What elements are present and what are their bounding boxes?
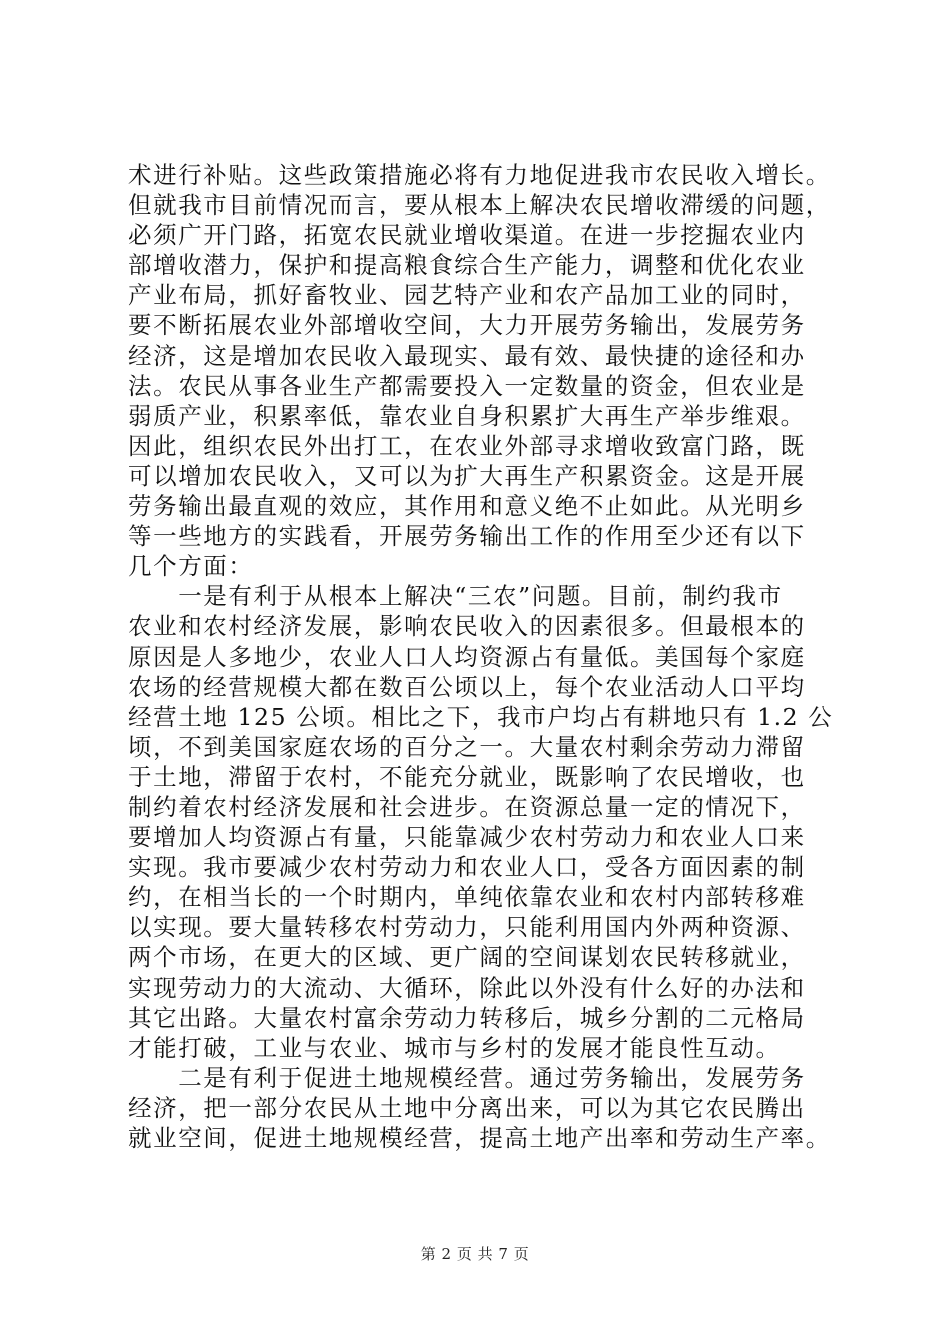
- text-line: 弱质产业，积累率低，靠农业自身积累扩大再生产举步维艰。: [128, 401, 806, 430]
- text-line: 二是有利于促进土地规模经营。通过劳务输出，发展劳务: [128, 1063, 806, 1092]
- text-line: 原因是人多地少，农业人口人均资源占有量低。美国每个家庭: [128, 642, 806, 671]
- text-line: 几个方面：: [128, 552, 254, 581]
- text-line: 劳务输出最直观的效应，其作用和意义绝不止如此。从光明乡: [128, 492, 806, 521]
- text-line: 农业和农村经济发展，影响农民收入的因素很多。但最根本的: [128, 612, 806, 641]
- text-line: 要不断拓展农业外部增收空间，大力开展劳务输出，发展劳务: [128, 311, 806, 340]
- text-line: 可以增加农民收入，又可以为扩大再生产积累资金。这是开展: [128, 461, 806, 490]
- body-text: [128, 160, 858, 1153]
- text-line: 实现劳动力的大流动、大循环，除此以外没有什么好的办法和: [128, 973, 806, 1002]
- text-line: 农场的经营规模大都在数百公顷以上，每个农业活动人口平均: [128, 672, 806, 701]
- text-line: 必须广开门路，拓宽农民就业增收渠道。在进一步挖掘农业内: [128, 221, 806, 250]
- text-line: 产业布局，抓好畜牧业、园艺特产业和农产品加工业的同时，: [128, 281, 806, 310]
- text-line: 要增加人均资源占有量，只能靠减少农村劳动力和农业人口来: [128, 823, 806, 852]
- text-line: 实现。我市要减少农村劳动力和农业人口，受各方面因素的制: [128, 853, 806, 882]
- text-line: 经济，这是增加农民收入最现实、最有效、最快捷的途径和办: [128, 341, 806, 370]
- text-line: 经营土地 125 公顷。相比之下，我市户均占有耕地只有 1.2 公: [128, 702, 834, 731]
- text-line: 制约着农村经济发展和社会进步。在资源总量一定的情况下，: [128, 792, 806, 821]
- text-line: 两个市场，在更大的区域、更广阔的空间谋划农民转移就业，: [128, 943, 806, 972]
- text-line: 其它出路。大量农村富余劳动力转移后，城乡分割的二元格局: [128, 1003, 806, 1032]
- text-line: 术进行补贴。这些政策措施必将有力地促进我市农民收入增长。: [128, 161, 831, 189]
- text-line: 一是有利于从根本上解决“三农”问题。目前，制约我市: [128, 582, 783, 611]
- page-footer: 第 2 页 共 7 页: [420, 1245, 530, 1263]
- text-line: 约，在相当长的一个时期内，单纯依靠农业和农村内部转移难: [128, 883, 806, 912]
- text-line: 顷，不到美国家庭农场的百分之一。大量农村剩余劳动力滞留: [128, 732, 806, 761]
- text-line: 才能打破，工业与农业、城市与乡村的发展才能良性互动。: [128, 1033, 781, 1062]
- text-line: 就业空间，促进土地规模经营，提高土地产出率和劳动生产率。: [128, 1124, 831, 1152]
- text-line: 等一些地方的实践看，开展劳务输出工作的作用至少还有以下: [128, 522, 806, 551]
- text-line: 但就我市目前情况而言，要从根本上解决农民增收滞缓的问题，: [128, 191, 831, 220]
- text-line: 于土地，滞留于农村，不能充分就业，既影响了农民增收，也: [128, 762, 806, 791]
- text-line: 法。农民从事各业生产都需要投入一定数量的资金，但农业是: [128, 371, 806, 400]
- text-line: 部增收潜力，保护和提高粮食综合生产能力，调整和优化农业: [128, 251, 806, 280]
- text-line: 以实现。要大量转移农村劳动力，只能利用国内外两种资源、: [128, 913, 806, 942]
- text-line: 因此，组织农民外出打工，在农业外部寻求增收致富门路，既: [128, 431, 806, 460]
- text-line: 经济，把一部分农民从土地中分离出来，可以为其它农民腾出: [128, 1093, 806, 1122]
